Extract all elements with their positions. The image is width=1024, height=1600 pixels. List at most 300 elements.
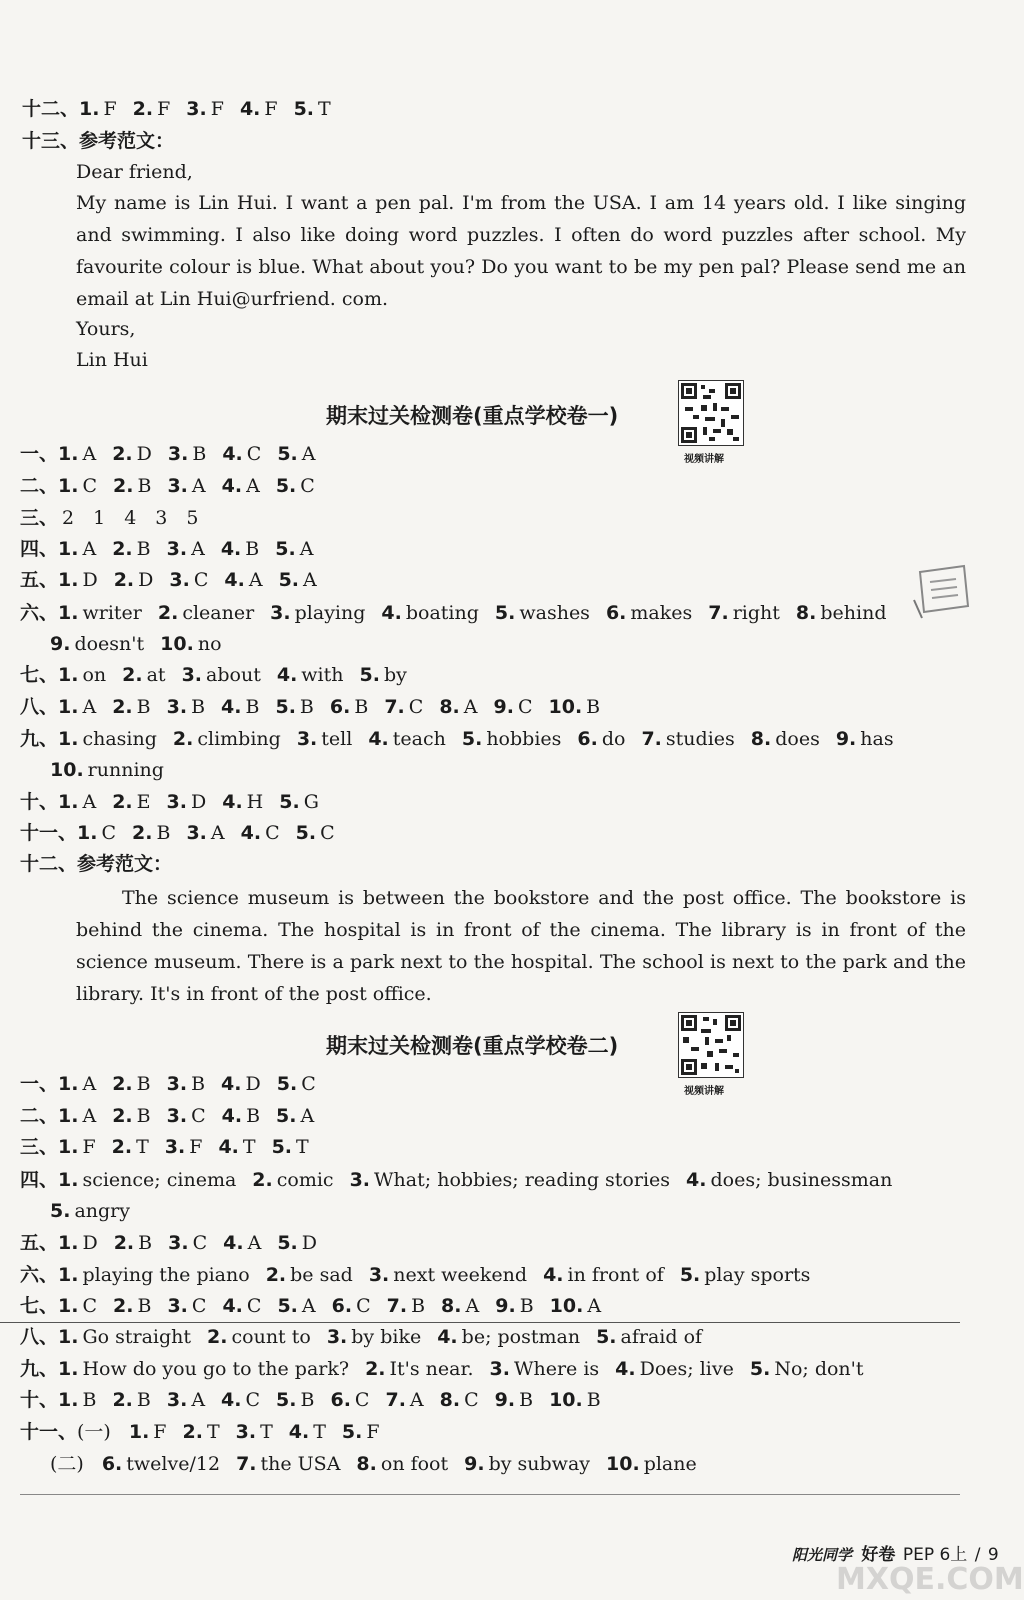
question-number: 2. <box>265 1264 287 1286</box>
watermark: MXQE.COM <box>836 1562 1024 1597</box>
answer: A <box>82 538 97 560</box>
question-number: 3. <box>489 1358 510 1380</box>
answer: has <box>860 728 894 750</box>
question-number: 1. <box>58 696 79 718</box>
answer: C <box>356 1295 371 1317</box>
question-number: 1. <box>58 1073 79 1095</box>
answer: B <box>136 1105 151 1127</box>
answer: by subway <box>488 1453 591 1475</box>
answer: What; hobbies; reading stories <box>374 1169 671 1191</box>
question-number: 4. <box>543 1264 564 1286</box>
sec13-heading: 十三、参考范文： <box>22 130 175 152</box>
answer: Does; live <box>639 1358 734 1380</box>
question-number: 7. <box>384 696 405 718</box>
question-number: 5. <box>277 1295 298 1317</box>
section-label: 五、 <box>20 1232 59 1254</box>
question-number: 4. <box>224 569 245 591</box>
answer: C <box>320 822 335 844</box>
answer: C <box>82 475 98 497</box>
answer: T <box>296 1136 309 1158</box>
answer: about <box>206 664 261 686</box>
answer: A <box>82 443 97 465</box>
answer: C <box>245 1389 261 1411</box>
answer: D <box>82 1232 98 1254</box>
question-number: 1. <box>58 569 79 591</box>
question-number: 2. <box>157 602 179 624</box>
question-number: 10. <box>606 1453 640 1475</box>
sec12-line <box>22 96 331 122</box>
question-number: 6. <box>577 728 598 750</box>
question-number: 1. <box>58 1136 79 1158</box>
question-number: 2. <box>113 475 134 497</box>
answer: boating <box>405 602 479 624</box>
question-number: 2. <box>112 443 133 465</box>
answer: D <box>245 1073 261 1095</box>
answer: H <box>246 791 264 813</box>
answer: F <box>264 98 278 120</box>
section-label: 二、 <box>20 1105 59 1127</box>
question-number: 3. <box>186 98 207 120</box>
question-number: 3. <box>235 1421 257 1443</box>
answer-line <box>20 1387 601 1413</box>
answer: C <box>354 1389 370 1411</box>
answer: hobbies <box>486 728 562 750</box>
answer-line <box>20 789 319 815</box>
question-number: 2. <box>111 1136 133 1158</box>
question-number: 3. <box>368 1264 390 1286</box>
answer: T <box>136 1136 149 1158</box>
question-number: 2. <box>182 1421 203 1443</box>
answer: B <box>245 538 260 560</box>
question-number: 4. <box>222 443 243 465</box>
answer: makes <box>630 602 693 624</box>
answer: climbing <box>197 728 281 750</box>
question-number: 7. <box>385 1389 406 1411</box>
letter-closing: Yours, <box>76 318 136 340</box>
answer: B <box>137 475 152 497</box>
question-number: 5. <box>276 1389 297 1411</box>
answer: A <box>299 538 314 560</box>
question-number: 6. <box>605 602 627 624</box>
question-number: 1. <box>79 98 100 120</box>
answer: C <box>517 696 533 718</box>
test1-qr-code[interactable] <box>678 380 744 446</box>
answer: B <box>192 443 207 465</box>
question-number: 2. <box>113 1232 135 1254</box>
stamp-icon <box>912 560 974 622</box>
section-label: 九、 <box>20 1358 59 1380</box>
question-number: 1. <box>58 728 79 750</box>
question-number: 2. <box>112 538 133 560</box>
answer: A <box>191 538 205 560</box>
section-label: 八、 <box>20 696 59 718</box>
qr-code-icon <box>679 381 743 445</box>
answer: A <box>301 443 316 465</box>
question-number: 3. <box>326 1326 348 1348</box>
answer: T <box>242 1136 256 1158</box>
question-number: 1. <box>58 602 79 624</box>
section-label: 七、 <box>20 1295 59 1317</box>
question-number: 5. <box>271 1136 293 1158</box>
question-number: 10. <box>549 1389 583 1411</box>
answer: T <box>318 98 331 120</box>
question-number: 1. <box>58 475 79 497</box>
answer: C <box>193 569 209 591</box>
answer: A <box>210 822 225 844</box>
question-number: 7. <box>641 728 662 750</box>
answer-line <box>20 1167 892 1193</box>
answer: running <box>87 759 164 781</box>
answer-line <box>20 1071 316 1097</box>
answer: be sad <box>290 1264 353 1286</box>
answer: B <box>136 1389 151 1411</box>
question-number: 4. <box>221 1389 242 1411</box>
answer-line <box>20 1293 601 1319</box>
question-number: 1. <box>58 664 79 686</box>
section-label: 二、 <box>20 475 59 497</box>
answer-line <box>20 1356 864 1382</box>
question-number: 2. <box>113 1295 134 1317</box>
question-number: 1. <box>128 1421 150 1443</box>
answer-line <box>50 1198 130 1224</box>
answer: B <box>519 1389 534 1411</box>
letter-signature: Lin Hui <box>76 349 148 371</box>
section-label: 一、 <box>20 443 59 465</box>
answer: C <box>464 1389 479 1411</box>
answer: washes <box>519 602 590 624</box>
question-number: 8. <box>439 696 460 718</box>
question-number: 3. <box>166 791 187 813</box>
footer-divider <box>20 1494 960 1495</box>
question-number: 4. <box>218 1136 239 1158</box>
answer: T <box>313 1421 326 1443</box>
question-number: 1. <box>58 1295 79 1317</box>
answer-line <box>20 441 316 467</box>
qr-code-icon <box>679 1013 743 1077</box>
divider-line <box>0 1322 960 1323</box>
question-number: 2. <box>172 728 194 750</box>
question-number: 10. <box>548 696 583 718</box>
answer: writer <box>82 602 142 624</box>
answer: C <box>300 475 315 497</box>
question-number: 4. <box>239 98 261 120</box>
question-number: 3. <box>167 475 188 497</box>
question-number: 1. <box>58 1358 79 1380</box>
answer: A <box>303 569 317 591</box>
question-number: 3. <box>181 664 203 686</box>
answer: A <box>191 475 206 497</box>
answer: A <box>191 1389 206 1411</box>
footer-edition: PEP 6上 <box>902 1545 968 1565</box>
answer-line <box>20 851 172 877</box>
answer: T <box>260 1421 273 1443</box>
question-number: 5. <box>277 1232 298 1254</box>
answer: angry <box>74 1200 130 1222</box>
answer: C <box>408 696 424 718</box>
section-label: 一、 <box>20 1073 59 1095</box>
question-number: 10. <box>549 1295 584 1317</box>
answer: A <box>82 696 97 718</box>
test2-title: 期末过关检测卷(重点学校卷二) <box>326 1034 619 1058</box>
question-number: 1. <box>58 1169 79 1191</box>
page-number: 9 <box>987 1545 999 1565</box>
answer: does <box>775 728 820 750</box>
question-number: 4. <box>222 791 243 813</box>
question-number: 5. <box>275 538 296 560</box>
answer: A <box>463 696 478 718</box>
answer: B <box>136 1073 151 1095</box>
answer: twelve/12 <box>126 1453 221 1475</box>
question-number: 2. <box>113 569 135 591</box>
question-number: 5. <box>295 822 317 844</box>
answer: B <box>138 1232 153 1254</box>
answer: C <box>101 822 117 844</box>
answer: D <box>301 1232 317 1254</box>
answer: Where is <box>513 1358 600 1380</box>
answer: F <box>103 98 117 120</box>
answer: D <box>82 569 98 591</box>
question-number: 4. <box>381 602 402 624</box>
question-number: 2. <box>207 1326 228 1348</box>
letter-body: My name is Lin Hui. I want a pen pal. I'm from the USA. I am 14 years old. I like singing and swimming. I also like doing word puzzles. I often do word puzzles after school. My favourite colour is blue. What about you? Do you want to be my pen pal? Please send me an email at Lin Hui@urfriend. com. <box>76 192 966 310</box>
test2-qr-caption: 视频讲解 <box>684 1086 724 1097</box>
question-number: 2. <box>365 1358 386 1380</box>
section-label: 三、 <box>20 507 59 529</box>
answer: F <box>157 98 171 120</box>
answer: A <box>82 791 97 813</box>
question-number: 8. <box>441 1295 462 1317</box>
answer: F <box>189 1136 203 1158</box>
question-number: 4. <box>221 475 243 497</box>
answer: D <box>138 569 154 591</box>
question-number: 3. <box>168 1232 189 1254</box>
answer: science; cinema <box>82 1169 237 1191</box>
answer: studies <box>665 728 735 750</box>
answer-line <box>20 536 313 562</box>
answer: C <box>246 443 262 465</box>
question-number: 6. <box>101 1453 123 1475</box>
section-label: 三、 <box>20 1136 59 1158</box>
answer: afraid of <box>620 1326 703 1348</box>
footer-series: 好卷 <box>861 1545 896 1565</box>
footer-slash: / <box>974 1545 981 1565</box>
question-number: 2. <box>112 1389 133 1411</box>
question-number: 5. <box>276 1105 297 1127</box>
section-label: 六、 <box>20 1264 59 1286</box>
question-number: 9. <box>50 633 71 655</box>
answer: cleaner <box>182 602 255 624</box>
footer-brand: 阳光同学 <box>792 1546 853 1564</box>
answer-line <box>20 1134 309 1160</box>
question-number: 2. <box>112 791 133 813</box>
question-number: 2. <box>112 1073 133 1095</box>
subpart-label: (一) <box>77 1421 111 1443</box>
answer: How do you go to the park? <box>82 1358 350 1380</box>
answer: C <box>191 1295 207 1317</box>
letter-greeting: Dear friend, <box>76 161 193 183</box>
question-number: 5. <box>679 1264 701 1286</box>
answer-line <box>20 662 407 688</box>
question-number: 4. <box>223 1232 244 1254</box>
question-number: 3. <box>166 538 188 560</box>
section-label: 十、 <box>20 1389 59 1411</box>
answer: play sports <box>704 1264 811 1286</box>
question-number: 2. <box>112 696 133 718</box>
question-number: 5. <box>293 98 315 120</box>
question-number: 3. <box>164 1136 186 1158</box>
question-number: 3. <box>169 569 190 591</box>
answer: 2 1 4 3 5 <box>62 507 199 529</box>
section-label: 四、 <box>20 538 59 560</box>
question-number: 1. <box>58 1389 79 1411</box>
question-number: 5. <box>749 1358 771 1380</box>
answer: G <box>303 791 319 813</box>
question-number: 4. <box>615 1358 636 1380</box>
answer: F <box>82 1136 96 1158</box>
answer-line <box>20 567 317 593</box>
question-number: 4. <box>276 664 298 686</box>
answer: B <box>136 538 151 560</box>
answer-line <box>20 726 894 752</box>
question-number: 4. <box>288 1421 310 1443</box>
question-number: 5. <box>277 443 298 465</box>
answer: A <box>82 1073 97 1095</box>
answer: plane <box>643 1453 697 1475</box>
answer: B <box>586 696 601 718</box>
question-number: 4. <box>240 822 262 844</box>
question-number: 5. <box>50 1200 71 1222</box>
answer-line <box>50 757 164 783</box>
question-number: 5. <box>359 664 380 686</box>
section-label: 八、 <box>20 1326 59 1348</box>
answer: B <box>299 696 314 718</box>
question-number: 3. <box>166 696 188 718</box>
answer: B <box>82 1389 97 1411</box>
answer: C <box>301 1073 316 1095</box>
answer: B <box>586 1389 601 1411</box>
answer: No; don't <box>774 1358 864 1380</box>
question-number: 8. <box>356 1453 377 1475</box>
answer: A <box>587 1295 602 1317</box>
question-number: 3. <box>166 1073 188 1095</box>
question-number: 8. <box>795 602 817 624</box>
question-number: 8. <box>750 728 772 750</box>
answer: behind <box>820 602 887 624</box>
answer: C <box>82 1295 98 1317</box>
answer: B <box>191 1073 206 1095</box>
section-label: 四、 <box>20 1169 59 1191</box>
question-number: 4. <box>221 1073 242 1095</box>
question-number: 3. <box>167 1295 188 1317</box>
answer: B <box>245 696 260 718</box>
question-number: 10. <box>50 759 84 781</box>
answer-line <box>50 1451 697 1477</box>
test1-essay: The science museum is between the bookstore and the post office. The bookstore is behind the cinema. The hospital is in front of the cinema. The library is in front of the science museum. There is a park next to the hospital. The school is next to the park and the library. It's in front of the post office. <box>76 887 966 1005</box>
answer: F <box>153 1421 167 1443</box>
answer: playing the piano <box>82 1264 250 1286</box>
answer: A <box>82 1105 97 1127</box>
answer: does; businessman <box>710 1169 893 1191</box>
question-number: 1. <box>77 822 98 844</box>
question-number: 2. <box>112 1105 133 1127</box>
question-number: 5. <box>494 602 516 624</box>
section-label: 七、 <box>20 664 59 686</box>
answer: chasing <box>82 728 157 750</box>
question-number: 3. <box>166 1105 188 1127</box>
answer: B <box>136 696 151 718</box>
test1-qr-caption: 视频讲解 <box>684 454 724 465</box>
answer: B <box>300 1389 315 1411</box>
question-number: 7. <box>708 602 729 624</box>
answer: C <box>265 822 280 844</box>
answer: F <box>366 1421 380 1443</box>
question-number: 9. <box>494 1389 516 1411</box>
question-number: 3. <box>349 1169 371 1191</box>
question-number: 5. <box>275 696 296 718</box>
question-number: 9. <box>464 1453 485 1475</box>
answer: comic <box>276 1169 334 1191</box>
answer-line <box>20 505 198 531</box>
section-label: 五、 <box>20 569 59 591</box>
question-number: 9. <box>495 1295 516 1317</box>
question-number: 5. <box>596 1326 617 1348</box>
question-number: 1. <box>58 538 79 560</box>
answer-line <box>20 820 335 846</box>
question-number: 2. <box>122 664 143 686</box>
answer-line <box>20 600 886 626</box>
question-number: 3. <box>296 728 318 750</box>
answer: with <box>301 664 344 686</box>
answer: C <box>246 1295 262 1317</box>
answer-line <box>20 694 600 720</box>
section-label: 十一、 <box>20 822 78 844</box>
answer-line <box>20 1419 380 1445</box>
answer: A <box>247 1232 262 1254</box>
answer: at <box>146 664 166 686</box>
answer: E <box>136 791 151 813</box>
question-number: 2. <box>132 822 153 844</box>
test1-title: 期末过关检测卷(重点学校卷一) <box>326 404 619 428</box>
question-number: 6. <box>329 696 351 718</box>
section-label: 十二、 <box>22 98 80 120</box>
answer: C <box>191 1105 206 1127</box>
section-label: 六、 <box>20 602 59 624</box>
answer: next weekend <box>393 1264 528 1286</box>
question-number: 2. <box>132 98 154 120</box>
answer: F <box>210 98 224 120</box>
answer: B <box>246 1105 261 1127</box>
answer-line <box>20 473 315 499</box>
answer: A <box>409 1389 424 1411</box>
answer: B <box>354 696 369 718</box>
question-number: 1. <box>58 1105 79 1127</box>
test2-qr-code[interactable] <box>678 1012 744 1078</box>
answer: B <box>411 1295 426 1317</box>
answer: by bike <box>351 1326 422 1348</box>
question-number: 9. <box>835 728 857 750</box>
answer: in front of <box>567 1264 664 1286</box>
answer-line <box>20 1230 317 1256</box>
answer: be; postman <box>461 1326 581 1348</box>
answer: B <box>156 822 171 844</box>
question-number: 1. <box>58 1232 79 1254</box>
question-number: 3. <box>167 443 189 465</box>
question-number: 6. <box>331 1295 353 1317</box>
question-number: 6. <box>330 1389 351 1411</box>
answer: playing <box>294 602 366 624</box>
homework-stamp <box>912 560 974 622</box>
question-number: 4. <box>368 728 389 750</box>
